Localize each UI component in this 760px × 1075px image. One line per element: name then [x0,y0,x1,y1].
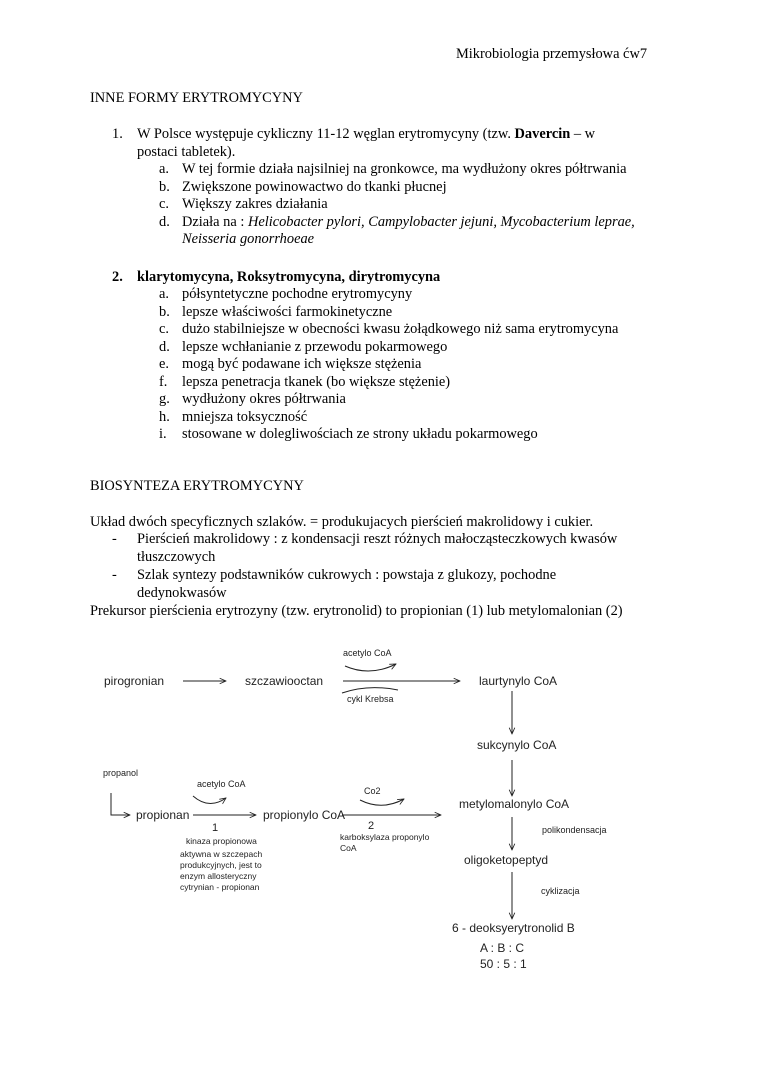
karboksylaza-label: karboksylaza proponylo [340,832,430,842]
list-number-2: 2. [112,269,123,285]
bullet-2-line1: Szlak syntezy podstawników cukrowych : powstaja z glukozy, pochodne [137,567,557,583]
curved-arrow-co2 [360,799,404,805]
acetylo-coa-mid-label: acetylo CoA [197,779,246,789]
arrow-propanol-to-propionan [111,793,130,815]
laurtynylo-coa-label: laurtynylo CoA [479,674,558,688]
szczawiooctan-label: szczawiooctan [245,674,324,688]
propanol-label: propanol [103,768,139,778]
curved-arrow-acetylo-top [345,664,396,671]
step-2-label: 2 [368,820,375,832]
bullet-1-line1: Pierścień makrolidowy : z kondensacji reszt różnych małocząsteczkowych kwasów [137,531,618,547]
note-line: produkcyjnych, jest to [180,860,262,870]
note-line: aktywna w szczepach [180,849,263,859]
note-line: enzym allosteryczny [180,871,257,881]
item2-title: klarytomycyna, Roksytromycyna, dirytromycyna [137,269,441,285]
acetylo-coa-top-label: acetylo CoA [343,648,392,658]
item1-line1: W Polsce występuje cykliczny 11-12 węglan erytromycyny (tzw. Davercin – w [137,126,596,142]
bacteria-names-italic: Helicobacter pylori, Campylobacter jejuni, Mycobacterium leprae, [247,213,635,230]
davercin-bold: Davercin [514,126,571,142]
propionylo-coa-label: propionylo CoA [263,808,346,822]
precursor-sentence: Prekursor pierścienia erytrozyny (tzw. erytronolid) to propionian (1) lub metylomalonian (2) [90,603,623,619]
sukcynylo-coa-label: sukcynylo CoA [477,738,557,752]
page-header-title: Mikrobiologia przemysłowa ćw7 [456,46,648,62]
bullet-1-line2: tłuszczowych [137,549,216,565]
curved-arrow-acetylo-mid [193,796,226,804]
kinaza-propionowa-label: kinaza propionowa [186,836,257,846]
document-page: Mikrobiologia przemysłowa ćw7 INNE FORMY ERYTROMYCYNY 1. W Polsce występuje cykliczny 11-12 węglan erytromycyny (tzw. Davercin – w postaci tabletek). a. W tej formie działa najsilniej na gronkowce, ma wydłużony okres półtrwania b. Zwiększone powinowactwo do tkanki płucnej c. Większy zakres działania d. Działa na : Helicobacter pylori, Campylobacter jejuni, Mycobacterium leprae, Neisseria gonorrhoeae 2. klarytomycyna, Roksytromycyna, dirytromycyna a. półsyntetyczne pochodne erytromycyny b. lepsze właściwości farmokinetyczne c. dużo stabilniejsze w obecności kwasu żołądkowego niż sama erytromycyna d. lepsze wchłanianie z przewodu pokarmowego e. mogą być podawane ich większe stężenia f. lepsza penetracja tkanek (bo większe stężenie) g. wydłużony okres półtrwania h. mniejsza toksyczność i. stosowane w dolegliwościach ze strony układu pokarmowego BIOSYNTEZA ERYTROMYCYNY Układ dwóch specyficznych szlaków. = produkujacych pierścień makrolidowy i cukier. - Pierścień makrolidowy : z kondensacji reszt różnych małocząsteczkowych kwasów tłuszczowych - Szlak syntezy podstawników cukrowych : powstaja z glukozy, pochodne dedynokwasów Prekursor pierścienia erytrozyny (tzw. erytronolid) to propionian (1) lub metylomalonian (2) pirogronian szczawiooctan acetylo CoA cykl Krebsa laurtynylo CoA sukcynylo CoA propanol propionan acetylo CoA 1 kinaza propionowa aktywna w szczepach produkcyjnych, jest to enzym allosteryczny cytrynian - propionan propionylo CoA Co2 2 karboksylaza proponylo CoA metylomalonylo CoA polikondensacja oligoketopeptyd cyklizacja 6 - deoksyerytronolid B A : B : C 50 : 5 : 1 [0,0,760,1075]
cyklizacja-label: cyklizacja [541,886,580,896]
list-number-1: 1. [112,126,123,142]
polikondensacja-label: polikondensacja [542,825,607,835]
co2-label: Co2 [364,786,381,796]
pirogronian-label: pirogronian [104,674,165,688]
bullet-dash: - [112,567,117,583]
bullet-2-line2: dedynokwasów [137,585,227,601]
curved-line-cykl-krebsa [342,688,398,693]
note-line: cytrynian - propionan [180,882,260,892]
section-title-inne-formy: INNE FORMY ERYTROMYCYNY [90,90,303,106]
step-1-label: 1 [212,822,219,834]
section-title-biosynteza: BIOSYNTEZA ERYTROMYCYNY [90,478,304,494]
bullet-dash: - [112,531,117,547]
ratio-labels: A : B : C [480,941,525,955]
propionan-label: propionan [136,808,190,822]
metylomalonylo-coa-label: metylomalonylo CoA [459,797,570,811]
biosynthesis-intro: Układ dwóch specyficznych szlaków. = produkujacych pierścień makrolidowy i cukier. [90,514,594,530]
cykl-krebsa-label: cykl Krebsa [347,694,394,704]
deoksyerytronolid-b-label: 6 - deoksyerytronolid B [452,921,575,935]
karboksylaza-label-line2: CoA [340,843,357,853]
oligoketopeptyd-label: oligoketopeptyd [464,853,549,867]
ratio-values: 50 : 5 : 1 [480,957,527,971]
item1-line2: postaci tabletek). [137,144,236,160]
